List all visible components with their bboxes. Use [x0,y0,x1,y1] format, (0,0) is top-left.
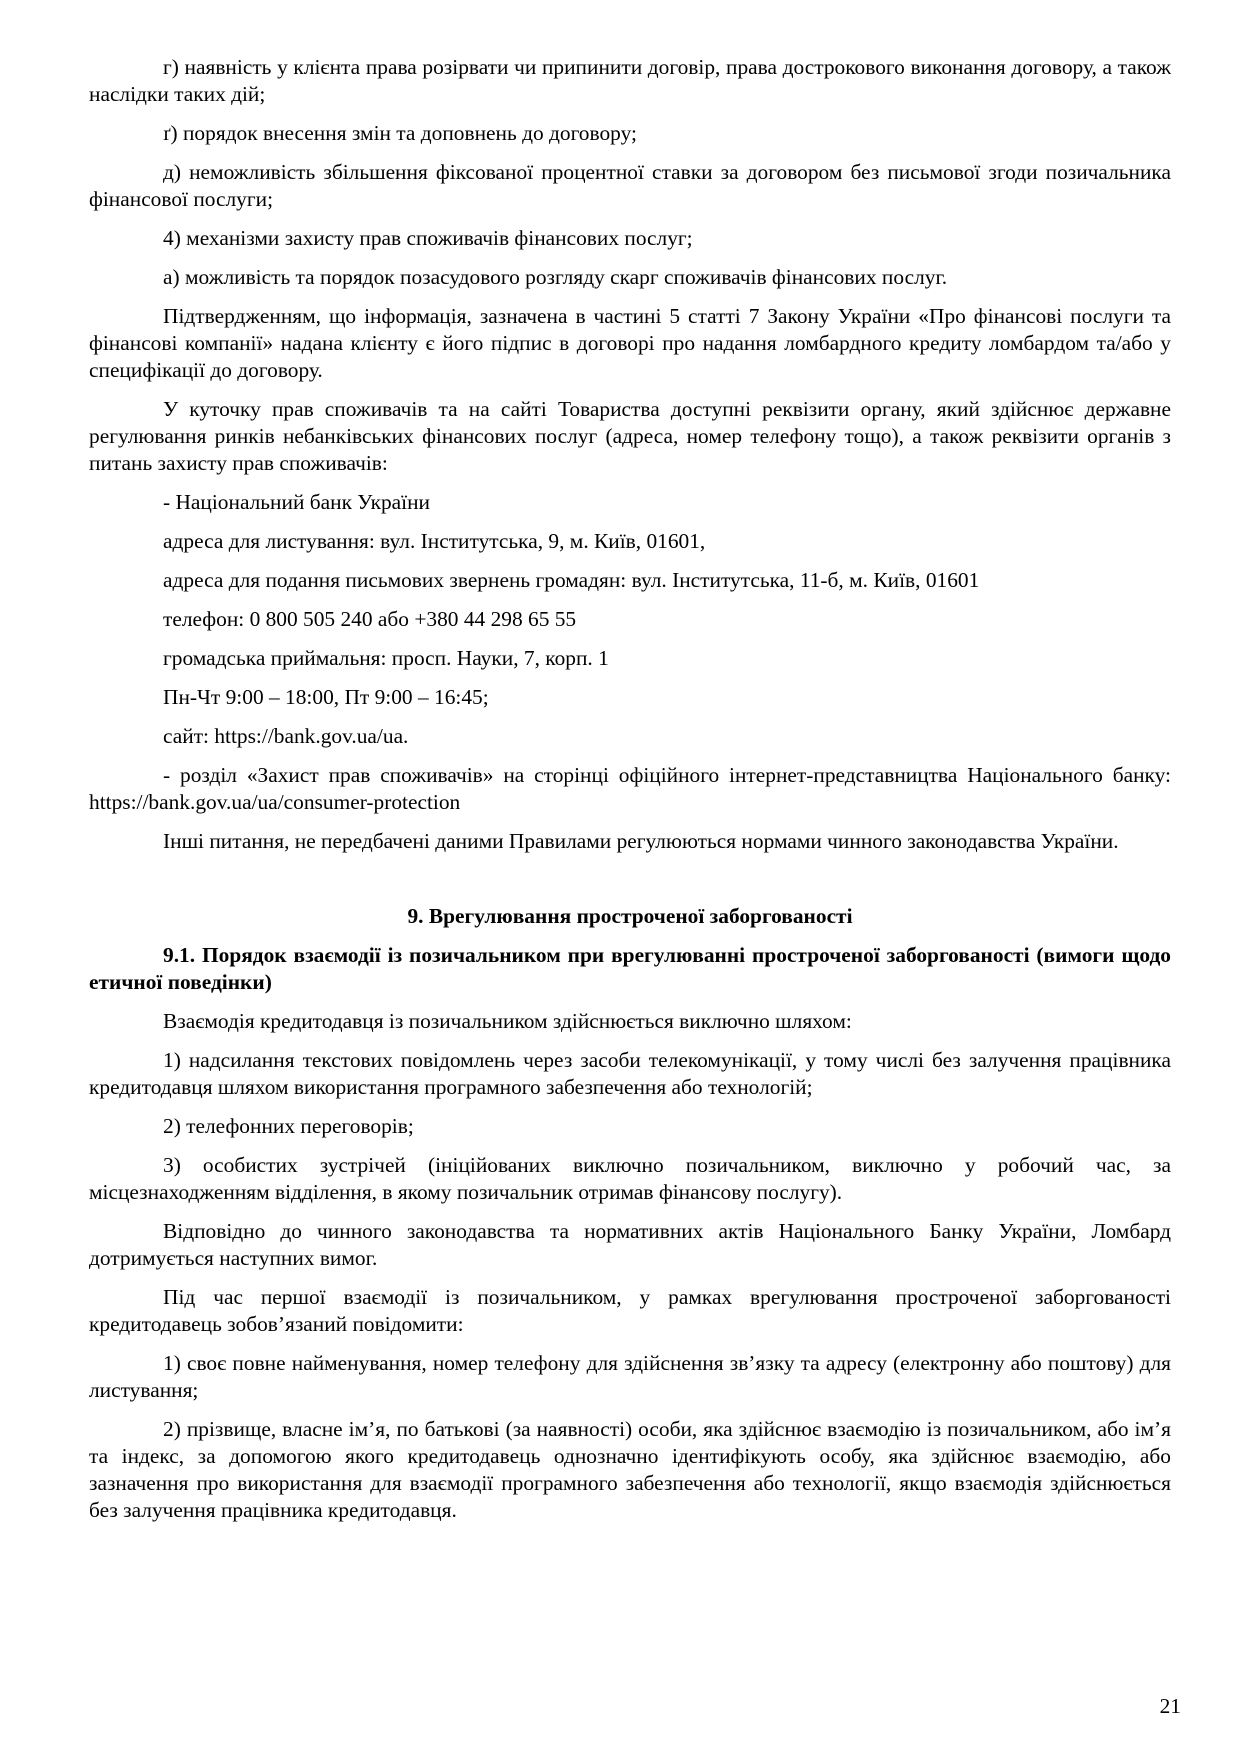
paragraph: громадська приймальня: просп. Науки, 7, корп. 1 [163,646,609,670]
paragraph: адреса для листування: вул. Інститутська, 9, м. Київ, 01601, [163,529,706,553]
paragraph: Під час першої взаємодії із позичальником, у рамках врегулювання простроченої заборгованості кредитодавець зобов’язаний повідомити: [89,1285,1171,1336]
paragraph: Взаємодія кредитодавця із позичальником здійснюється виключно шляхом: [163,1009,852,1033]
paragraph: 3) особистих зустрічей (ініційованих виключно позичальником, виключно у робочий час, за місцезнаходженням відділення, в якому позичальник отримав фінансову послугу). [89,1153,1171,1204]
paragraph: адреса для подання письмових звернень громадян: вул. Інститутська, 11-б, м. Київ, 01601 [163,568,980,592]
section-spacer [89,867,1171,903]
paragraph: Відповідно до чинного законодавства та нормативних актів Національного Банку України, Ломбард дотримується наступних вимог. [89,1219,1171,1270]
paragraph: 4) механізми захисту прав споживачів фінансових послуг; [163,226,693,250]
paragraph: г) наявність у клієнта права розірвати чи припинити договір, права дострокового виконання договору, а також наслідки таких дій; [89,55,1171,106]
paragraph: Інші питання, не передбачені даними Правилами регулюються нормами чинного законодавства України. [163,829,1119,853]
section-title: 9. Врегулювання простроченої заборгованості [407,904,853,928]
paragraph: Підтвердженням, що інформація, зазначена в частині 5 статті 7 Закону України «Про фінансові послуги та фінансові компанії» надана клієнту є його підпис в договорі про надання ломбардного кредиту ломбардом та/або у специфікації до договору. [89,304,1171,382]
subsection-title: 9.1. Порядок взаємодії із позичальником при врегулюванні простроченої заборгованості (вимоги щодо етичної поведінки) [89,943,1171,994]
paragraph: телефон: 0 800 505 240 або +380 44 298 65 55 [163,607,577,631]
paragraph: - Національний банк України [163,490,430,514]
paragraph: д) неможливість збільшення фіксованої процентної ставки за договором без письмової згоди позичальника фінансової послуги; [89,160,1171,211]
paragraph: 1) надсилання текстових повідомлень через засоби телекомунікації, у тому числі без залучення працівника кредитодавця шляхом використання програмного забезпечення або технологій; [89,1048,1171,1099]
paragraph: 2) телефонних переговорів; [163,1114,414,1138]
document-page [89,54,1171,1536]
paragraph: ґ) порядок внесення змін та доповнень до договору; [163,121,637,145]
paragraph: У куточку прав споживачів та на сайті Товариства доступні реквізити органу, який здійснює державне регулювання ринків небанківських фінансових послуг (адреса, номер телефону тощо), а також реквізити органів з питань захисту прав споживачів: [89,397,1171,475]
paragraph: сайт: https://bank.gov.ua/ua. [163,724,409,748]
paragraph: - розділ «Захист прав споживачів» на сторінці офіційного інтернет-представництва Національного банку: https://bank.gov.ua/ua/consumer-protection [89,763,1171,814]
paragraph: а) можливість та порядок позасудового розгляду скарг споживачів фінансових послуг. [163,265,948,289]
paragraph: Пн-Чт 9:00 – 18:00, Пт 9:00 – 16:45; [163,685,489,709]
paragraph: 2) прізвище, власне ім’я, по батькові (за наявності) особи, яка здійснює взаємодію із позичальником, або ім’я та індекс, за допомогою якого кредитодавець однозначно ідентифікують особу, яка здійснює взаємодію, або зазначення про використання для взаємодії програмного забезпечення або технології, якщо взаємодія здійснюється без залучення працівника кредитодавця. [89,1417,1171,1522]
paragraph: 1) своє повне найменування, номер телефону для здійснення зв’язку та адресу (електронну або поштову) для листування; [89,1351,1171,1402]
page-number: 21 [1159,1694,1181,1718]
